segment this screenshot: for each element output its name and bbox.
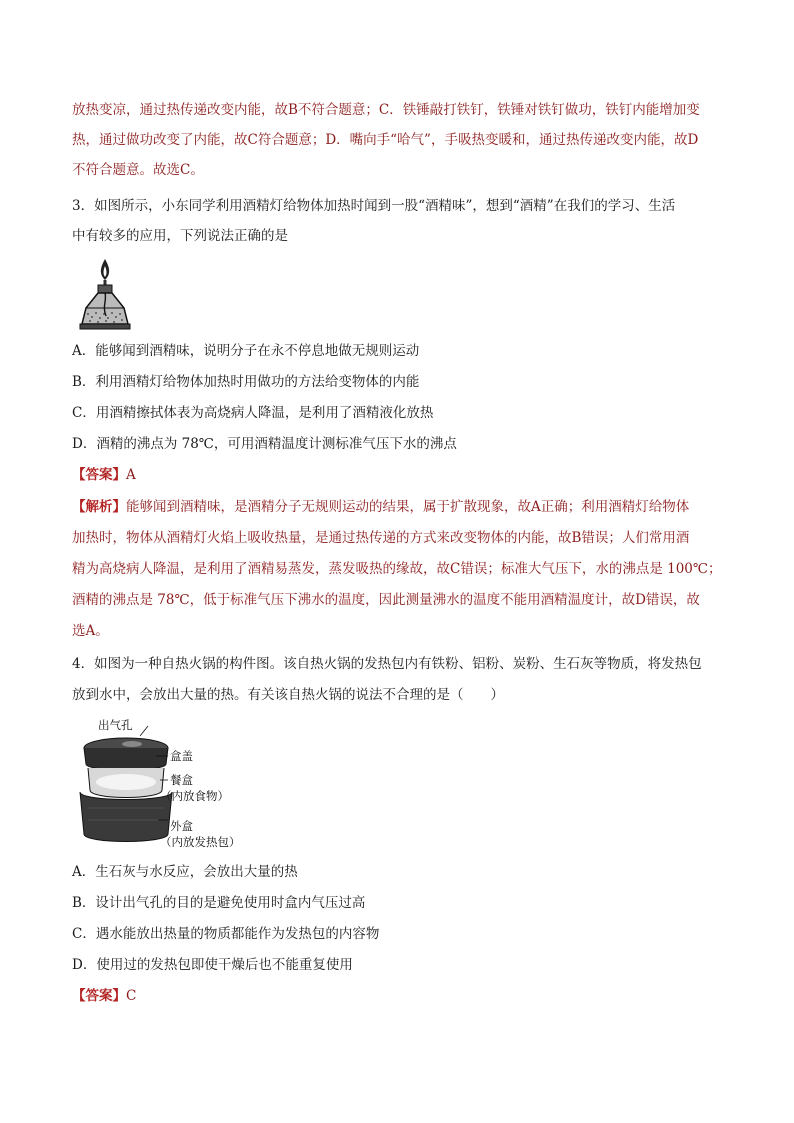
label-outer: 外盒 (170, 819, 193, 833)
intro-line-2: 热，通过做功改变了内能，故C符合题意；D．嘴向手“哈气”，手吸热变暖和，通过热传递改变内能，故D (72, 132, 699, 148)
q3-stem-line-1: 3．如图所示，小东同学利用酒精灯给物体加热时闻到一股“酒精味”，想到“酒精”在我们的学习、生活 (72, 198, 676, 214)
q4-stem-line-2: 放到水中，会放出大量的热。有关该自热火锅的说法不合理的是（ ） (72, 687, 504, 703)
q4-option-c: C．遇水能放出热量的物质都能作为发热包的内容物 (72, 926, 380, 942)
q3-option-b: B．利用酒精灯给物体加热时用做功的方法给变物体的内能 (72, 374, 420, 390)
intro-line-3: 不符合题意。故选C。 (72, 162, 204, 178)
label-vent: 出气孔 (98, 718, 133, 732)
label-tray-note: （内放食物） (160, 789, 229, 803)
q3-analysis-line-5: 选A。 (72, 623, 109, 639)
q3-option-a: A．能够闻到酒精味，说明分子在永不停息地做无规则运动 (72, 343, 420, 359)
label-tray: 餐盒 (170, 773, 193, 787)
q3-option-d: D．酒精的沸点为 78℃，可用酒精温度计测标准气压下水的沸点 (72, 436, 457, 452)
q4-option-b: B．设计出气孔的目的是避免使用时盒内气压过高 (72, 895, 366, 911)
q3-analysis-tag: 【解析】 (72, 499, 126, 515)
q3-stem-line-2: 中有较多的应用，下列说法正确的是 (72, 228, 288, 244)
q3-analysis-text-1: 能够闻到酒精味，是酒精分子无规则运动的结果，属于扩散现象，故A正确；利用酒精灯给物体 (126, 499, 690, 515)
alcohol-lamp-figure (76, 256, 134, 332)
q4-option-a: A．生石灰与水反应，会放出大量的热 (72, 864, 298, 880)
q4-answer-line (72, 986, 732, 1006)
q3-answer-line (72, 465, 732, 485)
q4-option-d: D．使用过的发热包即使干燥后也不能重复使用 (72, 957, 353, 973)
q3-answer-value: A (126, 467, 136, 483)
q4-stem-line-1: 4．如图为一种自热火锅的构件图。该自热火锅的发热包内有铁粉、铝粉、炭粉、生石灰等物质，将发热包 (72, 656, 702, 672)
q4-answer-tag: 【答案】 (72, 988, 126, 1004)
q3-option-c: C．用酒精擦拭体表为高烧病人降温，是利用了酒精液化放热 (72, 405, 434, 421)
q3-analysis-line-1 (72, 497, 732, 517)
intro-line-1: 放热变凉，通过热传递改变内能，故B不符合题意；C．铁锤敲打铁钉，铁锤对铁钉做功，铁钉内能增加变 (72, 102, 700, 118)
q3-analysis-line-3: 精为高烧病人降温，是利用了酒精易蒸发，蒸发吸热的缘故，故C错误；标准大气压下，水的沸点是 100℃； (72, 561, 722, 577)
q3-analysis-line-4: 酒精的沸点是 78℃，低于标准气压下沸水的温度，因此测量沸水的温度不能用酒精温度计，故D错误，故 (72, 592, 700, 608)
label-lid: 盒盖 (170, 749, 193, 763)
q3-answer-tag: 【答案】 (72, 467, 126, 483)
q4-answer-value: C (126, 988, 137, 1004)
q3-analysis-line-2: 加热时，物体从酒精灯火焰上吸收热量，是通过热传递的方式来改变物体的内能，故B错误；人们常用酒 (72, 530, 690, 546)
label-outer-note: （内放发热包） (160, 835, 241, 849)
